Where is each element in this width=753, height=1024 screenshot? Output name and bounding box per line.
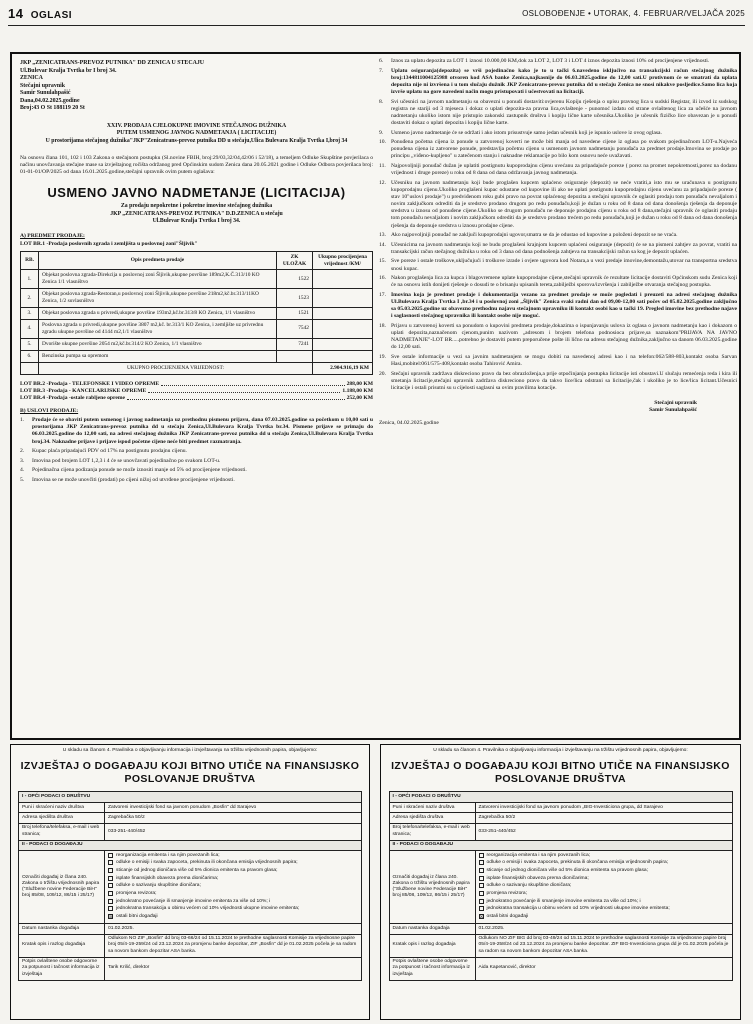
table-row: Adresa sjedišta društva Zagrebačka 50/2 xyxy=(389,813,732,823)
cell-zk xyxy=(277,350,313,362)
cell-rb: 1. xyxy=(21,270,39,289)
condition-item: 14. Učesnicima na javnom nadmetanju koji ne budu proglašeni krajnjom kupcem uplaćeni osiguranje (depozit) će se na pismeni zahtjev za povrat, vratiti na transakcijski račun stečajnog dužnika u roku od 3 dana od dana podnošenja zahtjeva na transakcijski račun sa kog je depozit uplaćen. xyxy=(379,241,737,255)
sender-line: Broj:43 O St 188119 20 St xyxy=(20,105,85,112)
main-title: USMENO JAVNO NADMETANJE (LICITACIJA) xyxy=(47,184,346,200)
cell-rb: 5. xyxy=(21,338,39,350)
table-row: Adresa sjedišta društva Zagrebačka 50/2 xyxy=(19,813,362,823)
checkbox xyxy=(479,876,484,881)
place-date: Zenica, 04.02.2025.godine xyxy=(379,420,439,427)
report-left xyxy=(10,744,370,1020)
table-row xyxy=(21,350,373,362)
table-row xyxy=(389,850,732,923)
cell-rb: 6. xyxy=(21,350,39,362)
table-row xyxy=(21,270,373,289)
table-row xyxy=(21,308,373,320)
main-subtitle xyxy=(20,203,373,225)
checkbox xyxy=(108,891,113,896)
condition-item: 9. Usmeno javno nadmetanje će se održati i ako istom prisustvuje samo jedan učesnik koji je ispunio uslove iz ovog oglasa. xyxy=(379,129,662,136)
condition-item: 7. Uplatu osiguranja(depozita) se vrši pojedinačno kako je to u tački 6.navedeno isključivo na transakcijski račun stečajnog dužnika broj:1344811004125988 otvoren kod ASA banke Zenica,najkasnije do 06.03.2025.godine do 12,00 sati.U protivnom će se smatrati da uplata depozita nije ni izvršena i u tom slučaju dužnik JKP Zenicatrans-prevoz putnika dd u stečaju Zenica ne snosi nikakve posljedice.Samo lica koja izvrše uplatu na gore navedeni način mogu pristupovati i učestvovati na licitaciji. xyxy=(379,67,737,96)
section-b-heading: B) USLOVI PRODAJE: xyxy=(20,408,79,415)
other-lots xyxy=(20,381,373,402)
checkbox-checked: ☒ xyxy=(109,913,114,919)
sender-line: ZENICA xyxy=(20,75,43,82)
table-row: Datum nastanka događaja 01.02.2025. xyxy=(19,924,362,934)
checkbox xyxy=(108,876,113,881)
condition-item: 12. Učesniku na javnom nadmetanju koji bude proglašen kupcem uplaćeno osiguranje (depozit) se neće vratiti,a isto mu se uračunava u postignutu kupoprodajnu cijenu.Ukoliko proglašeni kupac odustane od kupovine ili ako ne uplati postignutu kupoprodajnu cijenu uvećanu za pripadajuće poreze ( stav 10"uslovi prodaje") u predviđenom roku gubi pravo na povrat uplaćenog depozita a stečajni upravnik će oglasiti prodaju tom ponuđaču nevaljalom i novim zaključkom odrediti da je sredstvo prodano drugom po redu ponuđaču,koji je dužan u roku od 8 dana od dana donošenja rješenja da deponuje sredstva u iznosu od ponuđene cijene.Ukoliko se drugom ponuđaču ne deponuje prodajnu cijenu u roku od 8 dana,stečajni upravnik će oglasiti prodaju tom ponuđaču nevaljalom i novim zaključkom odrediti da je sredstvo prodano trećem po redu ponuđaču,koji je dužan u roku od 8 dana od dana donošenja rješenja da deponuje sredstva u iznosu prodajne cijene. xyxy=(379,179,737,229)
condition-item: 18. Prijavu u zatvorenoj koverti sa ponudom o kupovini predmeta prodaje,dokazima o ispunjavanju uslova iz oglasa o javnom nadmetanju kao i dokazom o uplati depozita,naznačenom cjenom,punim nazivom „adresom i brojem telefona podnosioca prijave,sa naznakom"PRIJAVA NA JAVNO NADMETANJE"-LOT BR.....potrebno je dostaviti putem preporučene pošte ili lično na adresu stečajnog dužnika,zaključno sa danom 06.03.2025.godine do 12,00 sati. xyxy=(379,322,737,351)
section-name: OGLASI xyxy=(30,10,73,22)
cell-zk: 7241 xyxy=(277,338,313,350)
cell-val xyxy=(313,270,373,289)
col-header: Opis predmeta prodaje xyxy=(39,251,277,270)
subtitle-line: Ul.Bulevar Kralja Tvrtka I broj 34. xyxy=(152,217,241,224)
cell-val xyxy=(313,308,373,320)
checkbox xyxy=(108,883,113,888)
auction-right-column xyxy=(379,58,737,736)
lot1-table xyxy=(20,251,373,375)
report-right xyxy=(380,744,741,1020)
section-heading: I - OPĆI PODACI O DRUŠTVU xyxy=(389,792,732,802)
auction-left-column xyxy=(20,60,373,736)
cell-desc: Dvorište ukupne površine 2054 m2,kč.br.314/2 KO Zenica, 1/1 vlasništvo xyxy=(39,338,277,350)
subtitle-line: Za prodaju nepokretne i pokretne imovine stečajnog dužnika xyxy=(120,203,273,210)
masthead: OSLOBOĐENJE • UTORAK, 4. FEBRUAR/VELJAČA 2025 xyxy=(522,9,745,19)
cell-val xyxy=(313,338,373,350)
cell-zk: 7542 xyxy=(277,320,313,339)
lot1-heading: LOT BR.1 -Prodaja poslovnih zgrada i zemljišta u poslovnoj zoni"Šljivik" xyxy=(20,240,198,247)
checkbox xyxy=(479,853,484,858)
condition-item: 11. Najpovoljniji ponuđač dužan je uplatiti postignutu kupoprodajnu cijenu uvećanu za pripadajuće poreze ( porez na promet nepokretnosti,porez na dodanu vrijednost i druge poreze) u roku od 8 dana od dana održavanja javnog nadmetanja. xyxy=(379,162,737,177)
total-value: 2.904.916,19 KM xyxy=(313,362,373,374)
condition-item: 1. Prodaje će se obaviti putem usmenog i javnog nadmetanja uz prethodnu pismenu prijavu, dana 07.03.2025.godine sa početkom u 10,00 sati u prostorijama JKP Zenicatrans-prevoz putnika dd u stečaju Zenica,Ul.Bulevara Kralja Tvrtka br.34. Pismene prijave se primaju do 06.03.2025.godine do 12,00 sati, na adresi stečajnog dužnika JKP Zenicatrans-prevoz putnika dd u stečaju Zenica,Ul.Bulevara Kralja Tvrtka broj.34. Naknadne prijave i prijave ispod početne cijene neće biti predmet razmatranja. xyxy=(20,417,373,445)
table-row xyxy=(19,850,362,923)
sender-line: Samir Sunulahpašić xyxy=(20,90,71,97)
section-a-heading: A) PREDMET PRODAJE: xyxy=(20,233,85,240)
lot-line xyxy=(20,388,373,395)
checkbox xyxy=(479,906,484,911)
table-total-row xyxy=(21,362,373,374)
event-label: Označiti događaj iz člana 240. Zakona o tržištu vrijednosnih papira ("Službene novine Federacije BiH" broj 85/08, 109/12, 86/15 i 25/17) xyxy=(389,850,475,923)
report-intro: U skladu sa članom 4. Pravilnika o objavljivanju informacija i izvještavanju na tržištu vrijednosnih papira, objavljujemo: xyxy=(433,748,688,753)
cell-desc: Objekat poslovna zgrada u privredi,ukupne površine 193m2,kč.br.313/8 KO Zenica, 1/1 vlasništvo xyxy=(39,308,277,320)
sender-line: JKP „ZENICATRANS-PREVOZ PUTNIKA" DD ZENICA U STEČAJU xyxy=(20,60,205,66)
lot-line xyxy=(20,381,373,388)
intro-text: Na osnovu člana 101, 102 i 103 Zakona o stečajnom postupku (Sl.novine FBIH, broj:29/03,32/04,42/06 i 52/18), a temeljem Odluke Skupštine povjerilaca o načinu unovčavanja stečajne mase sa izvještajnog ročišta održanog pred Općinskim sudom Zenica dana 20.05.2021 godine i Odluke Odbora povjerilaca broj: 01-01-01/OP/2025 od dana 16.01.2025.godine,stečajni upravnik ovim putem oglašava: xyxy=(20,155,373,176)
condition-item: 19. Sve ostale informacije u vezi sa javnim nadmetanjem se mogu dobiti na navedenoj adresi kao i na telefon:062/588-803,kontakt osoba Sarvan Hasi,mobitel:061/575-408,kontakt osoba Tahirović Amira. xyxy=(379,353,737,368)
condition-item: 3. Imovina pod brojem LOT 1,2,3 i 4 će se unovčavati pojedinačno po svakom LOT-u. xyxy=(20,457,221,464)
table-row xyxy=(21,289,373,308)
table-row xyxy=(21,320,373,339)
lot-value: 288,00 KM xyxy=(346,380,373,387)
condition-item: 16. Nakon proglašenja lica za kupca i blagovremene uplate kupoprodajne cijene,stečajni upravnik će rezultate licitacije dostaviti Općinskom sudu Zenica koji će na osnovu istih donijeti rješenje o dosudi te o brisanju upisanih tereta,zabilježbi sporova/izvršenja i zabilježbe otvaranja stečajnog postupka. xyxy=(379,275,737,289)
condition-item: 6. Iznos za uplatu depozita za LOT 1 iznosi 10.000,00 KM,dok za LOT 2, LOT 3 i LOT 4 iznos depozita iznosi 10% od procijenjene vrijednosti. xyxy=(379,58,710,64)
cell-desc: Objekat poslovna zgrada-Direkcija u poslovnoj zoni Šljivik,ukupne površine 189m2,K.Č.313/10 KO Zenica 1/1 vlasništvo xyxy=(39,270,277,289)
cell-desc: Objekat poslovna zgrada-Restoran,u poslovnoj zoni Šljivik,ukupne površine 218m2,kč.br.313/11KO Zenica, 1/2 suvlasništvo xyxy=(39,289,277,308)
decision-title-line: U prostorijama stečajnog dužnika"JKP"Zenicatrans-prevoz putnika DD u stečaju,Ulica Bulevara Kralja Tvrtka I,broj 34 xyxy=(45,137,348,144)
table-row: Potpis ovlaštene osobe odgovorne za potpunost i tačnost informacija iz izvještaja Tarik Krilić, direktor xyxy=(19,957,362,980)
col-header: ZK ULOŽAK xyxy=(277,251,313,270)
sender-line: Ul.Bulevar Kralja Tvrtka br I broj 34. xyxy=(20,67,117,74)
checkbox xyxy=(108,860,113,865)
event-checklist: reorganizacija emitenta i sa njim povezanih lica; odluke o emisiji i svaka zapoceta, prekinuta ili okončana emisija vrijednosnih papira; sticanje od jednog dioničara više od 5% dionica emitenta sa pravom glasa; isplate finansijskih obaveza prema dioničarima; odluke o sazivanju skupštine dioničara; promjena revizora; jednokratno povećanje ili smanjenje imovine emitenta za više od 10%; i jednokratna transakcija u obimu većem od 10% vrijednosti ukupne imovine emitenta; ☒ ostali bitni događaji xyxy=(475,850,732,923)
report-title: IZVJEŠTAJ O DOGAĐAJU KOJI BITNO UTIČE NA FINANSIJSKO POSLOVANJE DRUŠTVA xyxy=(391,760,730,785)
checkbox xyxy=(479,899,484,904)
sender-line: Dana,04.02.2025.godine xyxy=(20,97,80,104)
section-heading: II - PODACI O DOGAĐAJU xyxy=(19,840,362,850)
section-heading: II - PODACI O DOGAĐAJU xyxy=(389,840,732,850)
decision-title-line: XXIV. PRODAJA CJELOKUPNE IMOVINE STEČAJNOG DUŽNIKA xyxy=(106,122,287,129)
report-table xyxy=(389,791,733,980)
event-checklist: reorganizacija emitenta i sa njim povezanih lica; odluke o emisiji i svaka zapoceta, prekinuta ili okončana emisija vrijednosnih papira; sticanje od jednog dioničara više od 5% dionica emitenta sa pravom glasa; isplate finansijskih obaveza prema dioničarima; odluke o sazivanju skupštine dioničara; promjena revizora; jednokratno povećanje ili smanjenje imovine emitenta za više od 10%; i jednokratna transakcija u obimu većem od 10% vrijednosti ukupne imovine emitenta; ☒ ostali bitni događaji xyxy=(105,850,362,923)
condition-item: 13. Ako najpovoljniji ponuđač ne zaključi kupoprodajni ugovor,smatra se da je odustao od kupovine a položeni depozit se ne vraća. xyxy=(379,232,678,239)
signature-title: Stečajni upravnik xyxy=(654,400,697,407)
cell-val xyxy=(313,320,373,339)
lot-line xyxy=(20,395,373,402)
page-header xyxy=(8,4,745,26)
lot-label: LOT BR.2 -Prodaja - TELEFONSKE I VIDEO OPREME xyxy=(20,380,160,387)
decision-title xyxy=(20,123,373,145)
condition-item: 8. Svi učesnici na javnom nadmetanju su obavezni u ponudi dostaviti:ovjerenu Kopiju rješenja o upisu pravnog lica u sudski Registar, ili izvod iz sudskog registra ne stariji od 3 mjeseca i dokaz o uplati depozita-za pravna lica,ovlaštenje - punomoć izdatu od strane ovlaštenog lica za učešće na javnom nadmetanju ukoliko istom nije pristupio zakonski zastupnik društva i kopiju lične karte učesnika.Ukoliko je učesnik fizičko lice obavezan je u ponudi dostaviti dokaz o uplati depozita i kopiju lične karte. xyxy=(379,98,737,127)
signature-name: Samir Sunulahpašić xyxy=(649,407,697,414)
cell-rb: 2. xyxy=(21,289,39,308)
table-row: Datum nastanka događaja 01.02.2025. xyxy=(389,924,732,934)
checkbox xyxy=(108,868,113,873)
checkbox xyxy=(479,860,484,865)
cell-zk: 1521 xyxy=(277,308,313,320)
sender-block xyxy=(20,60,373,113)
lot-value: 1.188,00 KM xyxy=(342,387,373,394)
page-number: 14 xyxy=(8,6,24,22)
cell-val xyxy=(313,350,373,362)
condition-item: 20. Stečajni upravnik zadržava diskreciono pravo da bez obrazloženja,a prije otpočinjanja postupka licitacije isti obustavi.U slučaju remećenja reda i kira ili smetanja licitacije,stečajni upravnik zadržava diskreciono pravo da takvo lice/lica odstrani sa licitacije,čak i ukoliko je to lice/lica licitant.Učesnici licitacije i ostali prisutni su u cijelosti saglasni sa ovim pravilima kotacije. xyxy=(379,370,737,391)
checkbox xyxy=(108,853,113,858)
checkbox xyxy=(108,906,113,911)
cell-val xyxy=(313,289,373,308)
checkbox-checked: ☒ xyxy=(479,913,484,919)
section-heading: I - OPĆI PODACI O DRUŠTVU xyxy=(19,792,362,802)
checkbox xyxy=(108,899,113,904)
conditions-list-left xyxy=(20,417,373,484)
checkbox xyxy=(479,883,484,888)
report-intro: U skladu sa članom 4. Pravilnika o objavljivanju informacija i izvještavanju na tržištu vrijednosnih papira, objavljujemo: xyxy=(62,748,318,753)
decision-title-line: PUTEM USMENOG JAVNOG NADMETANJA ( LICITACIJE) xyxy=(116,130,277,137)
lot-label: LOT BR.3 -Prodaja - KANCELARIJSKE OPREME xyxy=(20,387,147,394)
col-header: RB. xyxy=(21,251,39,270)
cell-rb: 3. xyxy=(21,308,39,320)
condition-item: 15. Sve poreze i ostale troškove,uključujući i troškove izrade i ovjere ugovora kod Notara,a u vezi predaje imovine,demontažu,utovar na transportna sredstva snosi kupac. xyxy=(379,258,737,272)
event-label: Označiti događaj iz člana 240. Zakona o tržištu vrijednosnih papira ("Službene novine Federacije BiH" broj 85/08, 109/12, 86/15 i 25/17) xyxy=(19,850,105,923)
cell-desc: Poslovna zgrada u privredi,ukupne površine 3807 m2,kč. br.313/1 KO Zenica, i zemljište uz privrednu zgradu ukupne površine od 4144 m2,1/1 vlasništvo xyxy=(39,320,277,339)
table-row: Kratak opis i razlog događaja Odlukom NO ZIF „Bosfin" dd broj 03-66/24 od 15.11.2024 te prethodne saglasnosti Komisije za vrijednosne papire broj 05/4-19-259/24 od 23.12.2024 za promjenu banke depozitar, ZIF „Bosfin" dd je 01.02.2025 počela je sa radom sa novom bankom depozitar ASA banka. xyxy=(19,934,362,957)
section-label xyxy=(8,6,72,23)
conditions-list-right xyxy=(379,58,737,392)
report-table xyxy=(18,791,362,980)
sender-line: Stečajni upravnik xyxy=(20,82,66,89)
auction-notice xyxy=(10,52,741,740)
table-row: Puni i skraćeni naziv društva Zatvoreni investicijski fond sa javnom ponudom „Bosfin" dd Sarajevo xyxy=(19,802,362,812)
cell-rb: 4. xyxy=(21,320,39,339)
checkbox xyxy=(479,891,484,896)
condition-item: 4. Pojedinačna cijena podizanja ponude ne može iznositi manje od 5% od procijenjene vrijednosti. xyxy=(20,467,247,474)
lot-value: 252,00 KM xyxy=(346,394,373,401)
cell-zk: 1523 xyxy=(277,289,313,308)
lot-label: LOT BR.4 -Prodaja -ostale rabljene opreme xyxy=(20,394,126,401)
table-row xyxy=(21,338,373,350)
table-row: Potpis ovlaštene osobe odgovorne za potpunost i tačnost informacija iz izvještaja Aida Kapetanović, direktor xyxy=(389,957,732,980)
condition-item: 10. Ponuđena početna cijena iz ponude u zatvorenoj koverti ne može biti manja od navedene cijene iz oglasa po svakom pojedinačnom LOT-u.Najveća ponuđena cijena iz zatvorene ponude, predstavlja početnu cijenu u usmenom javnom nadmetanju ponuđača za predmet prodaje.Imovina se prodaje po principu „viđeno-kupljeno" u zatečenom stanju i naknadne reklamacije po bilo kom osnovu neće uvažavati. xyxy=(379,139,737,160)
cell-zk: 1522 xyxy=(277,270,313,289)
report-title: IZVJEŠTAJ O DOGAĐAJU KOJI BITNO UTIČE NA FINANSIJSKO POSLOVANJE DRUŠTVA xyxy=(20,760,360,785)
col-header: Ukupno procijenjena vrijednost /KM/ xyxy=(313,251,373,270)
table-row: Puni i skraćeni naziv društva Zatvoreni investicijski fond sa javnom ponudom „BIG-Investiciona grupa„ dd Sarajevo xyxy=(389,802,732,812)
table-row: Broj telefona/telefaksa, e-mail i web stranica; 033-251-440/452 xyxy=(19,823,362,840)
subtitle-line: JKP „ZENICATRANS-PREVOZ PUTNIKA" D.D.ZENICA u stečaju xyxy=(110,210,283,217)
table-row: Kratak opis i razlog događaja Odlukom NO ZIF BIG dd broj 03-49/24 od 15.11.2024 te prethodne saglasnosti Komisije za vrijednosne papire broj 05/4-19-258/24 od 23.12.2024 za promjenu banke depozitar. ZIF BIG-Investiciona grupa dd je 01.02.2025 počela je sa radom sa novom bankom depozitar ASA banka. xyxy=(389,934,732,957)
table-row: Broj telefona/telefaksa, e-mail i web stranica; 033-251-440/452 xyxy=(389,823,732,840)
condition-item: 2. Kupac plaća pripadajući PDV od 17% na postignutu prodajnu cijenu. xyxy=(20,448,187,455)
cell-desc: Benzinska pumpa sa opremom xyxy=(39,350,277,362)
condition-item: 17. Imovina koja je predmet prodaje i dokumentacija vezano za predmet prodaje se može pogledati i preuzeti na adresi stečajnog dužnika Ul.Bulevara Kralja Tvrtka I ,br.34 i u poslovnoj zoni „Šljivik" Zenica svaki radni dan od 09,00-12,00 sati počev od 05.02.2025.godine zaključno sa 05.03.2025.godine uz obavezno prethodnu najavu stečajnom upravniku ili kontakt osobi kao u tački 19. Pregled imovine bez prethodne najave i saglasnosti stečajnog upravnika ili kontakt osobe nije moguć. xyxy=(379,291,737,320)
total-label: UKUPNO PROCIJENJENA VRIJEDNOST: xyxy=(39,362,313,374)
checkbox xyxy=(479,868,484,873)
condition-item: 5. Imovina se ne može unovčiti (prodati) po cijeni nižoj od utvrđene procijenjene vrijednosti. xyxy=(20,476,235,483)
signature-block xyxy=(379,400,697,414)
